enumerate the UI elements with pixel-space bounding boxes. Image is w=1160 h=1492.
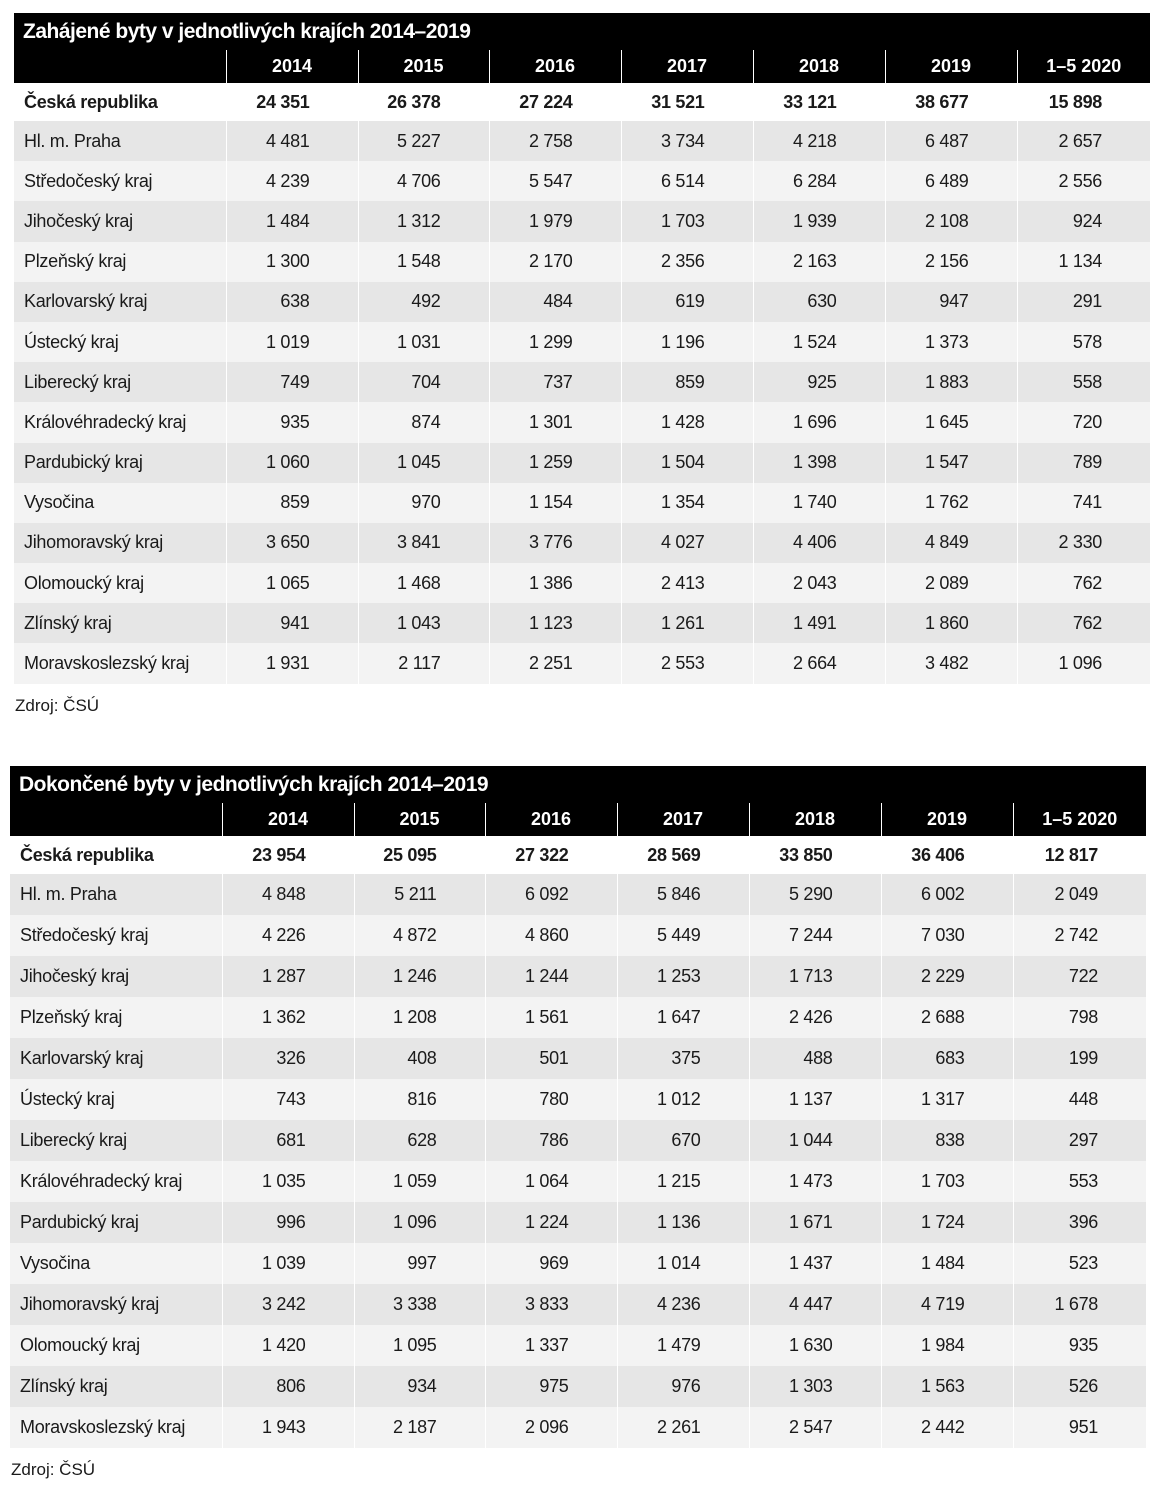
value-cell: 4 406 (753, 523, 885, 563)
value-cell: 1 630 (749, 1325, 881, 1366)
table-row (14, 563, 1150, 603)
value-cell: 1 354 (621, 483, 753, 523)
value-cell: 4 226 (222, 915, 354, 956)
region-name: Pardubický kraj (14, 443, 226, 483)
value-cell: 2 657 (1017, 121, 1150, 161)
value-cell: 578 (1017, 322, 1150, 362)
header-row (10, 803, 1146, 836)
value-cell: 1 043 (358, 603, 489, 643)
value-cell: 2 187 (354, 1407, 485, 1448)
value-cell: 23 954 (222, 836, 354, 874)
value-cell: 1 300 (226, 242, 358, 282)
value-cell: 941 (226, 603, 358, 643)
value-cell: 1 317 (881, 1079, 1013, 1120)
value-cell: 2 426 (749, 997, 881, 1038)
table-row (14, 282, 1150, 322)
region-name: Hl. m. Praha (14, 121, 226, 161)
value-cell: 2 163 (753, 242, 885, 282)
table-row (10, 1079, 1146, 1120)
value-cell: 1 860 (885, 603, 1017, 643)
value-cell: 1 479 (617, 1325, 749, 1366)
value-cell: 4 872 (354, 915, 485, 956)
value-cell: 1 883 (885, 362, 1017, 402)
value-cell: 1 244 (485, 956, 617, 997)
value-cell: 1 740 (753, 483, 885, 523)
value-cell: 1 398 (753, 443, 885, 483)
value-cell: 1 548 (358, 242, 489, 282)
value-cell: 1 154 (489, 483, 621, 523)
value-cell: 3 242 (222, 1284, 354, 1325)
value-cell: 375 (617, 1038, 749, 1079)
column-header-year: 2014 (226, 50, 358, 83)
value-cell: 326 (222, 1038, 354, 1079)
value-cell: 1 095 (354, 1325, 485, 1366)
value-cell: 2 117 (358, 643, 489, 683)
value-cell: 1 504 (621, 443, 753, 483)
table-row (10, 1284, 1146, 1325)
table-title: Zahájené byty v jednotlivých krajích 2014–2019 (14, 13, 1150, 50)
value-cell: 1 337 (485, 1325, 617, 1366)
value-cell: 1 678 (1013, 1284, 1146, 1325)
value-cell: 33 850 (749, 836, 881, 874)
value-cell: 1 984 (881, 1325, 1013, 1366)
table-started-housing (14, 13, 1150, 716)
value-cell: 4 719 (881, 1284, 1013, 1325)
value-cell: 1 696 (753, 402, 885, 442)
value-cell: 816 (354, 1079, 485, 1120)
value-cell: 7 030 (881, 915, 1013, 956)
value-cell: 4 027 (621, 523, 753, 563)
value-cell: 558 (1017, 362, 1150, 402)
table-completed-housing (10, 766, 1146, 1480)
region-name: Ústecký kraj (10, 1079, 222, 1120)
value-cell: 4 236 (617, 1284, 749, 1325)
value-cell: 553 (1013, 1161, 1146, 1202)
region-name: Královéhradecký kraj (10, 1161, 222, 1202)
column-header-year: 2017 (621, 50, 753, 83)
value-cell: 3 482 (885, 643, 1017, 683)
value-cell: 1 931 (226, 643, 358, 683)
value-cell: 2 442 (881, 1407, 1013, 1448)
region-name: Královéhradecký kraj (14, 402, 226, 442)
value-cell: 25 095 (354, 836, 485, 874)
value-cell: 925 (753, 362, 885, 402)
value-cell: 762 (1017, 563, 1150, 603)
column-header-year: 2019 (885, 50, 1017, 83)
value-cell: 31 521 (621, 83, 753, 121)
value-cell: 2 330 (1017, 523, 1150, 563)
table-row (14, 121, 1150, 161)
data-table (14, 50, 1150, 684)
value-cell: 762 (1017, 603, 1150, 643)
value-cell: 838 (881, 1120, 1013, 1161)
region-name: Jihomoravský kraj (10, 1284, 222, 1325)
value-cell: 1 299 (489, 322, 621, 362)
value-cell: 1 059 (354, 1161, 485, 1202)
value-cell: 720 (1017, 402, 1150, 442)
value-cell: 4 447 (749, 1284, 881, 1325)
table-row (10, 1325, 1146, 1366)
value-cell: 1 428 (621, 402, 753, 442)
region-name: Česká republika (14, 83, 226, 121)
source-note: Zdroj: ČSÚ (15, 695, 100, 715)
table-row (10, 1202, 1146, 1243)
value-cell: 501 (485, 1038, 617, 1079)
region-name: Pardubický kraj (10, 1202, 222, 1243)
value-cell: 199 (1013, 1038, 1146, 1079)
value-cell: 1 724 (881, 1202, 1013, 1243)
value-cell: 12 817 (1013, 836, 1146, 874)
value-cell: 704 (358, 362, 489, 402)
value-cell: 1 362 (222, 997, 354, 1038)
column-header-year: 2016 (489, 50, 621, 83)
table-row (10, 1407, 1146, 1448)
region-name: Vysočina (14, 483, 226, 523)
value-cell: 2 229 (881, 956, 1013, 997)
region-name: Olomoucký kraj (14, 563, 226, 603)
value-cell: 970 (358, 483, 489, 523)
table-row (10, 1161, 1146, 1202)
region-name: Středočeský kraj (10, 915, 222, 956)
region-name: Česká republika (10, 836, 222, 874)
table-row (10, 1038, 1146, 1079)
value-cell: 6 092 (485, 874, 617, 915)
value-cell: 1 437 (749, 1243, 881, 1284)
value-cell: 488 (749, 1038, 881, 1079)
value-cell: 975 (485, 1366, 617, 1407)
value-cell: 798 (1013, 997, 1146, 1038)
value-cell: 3 338 (354, 1284, 485, 1325)
value-cell: 947 (885, 282, 1017, 322)
value-cell: 2 108 (885, 201, 1017, 241)
value-cell: 2 096 (485, 1407, 617, 1448)
value-cell: 1 473 (749, 1161, 881, 1202)
value-cell: 2 758 (489, 121, 621, 161)
value-cell: 1 979 (489, 201, 621, 241)
column-header-year: 1–5 2020 (1017, 50, 1150, 83)
region-name: Moravskoslezský kraj (10, 1407, 222, 1448)
table-row (14, 483, 1150, 523)
value-cell: 1 224 (485, 1202, 617, 1243)
table-row (14, 443, 1150, 483)
table-row (14, 161, 1150, 201)
value-cell: 1 014 (617, 1243, 749, 1284)
value-cell: 1 484 (226, 201, 358, 241)
total-row (14, 83, 1150, 121)
value-cell: 722 (1013, 956, 1146, 997)
value-cell: 1 468 (358, 563, 489, 603)
value-cell: 859 (621, 362, 753, 402)
table-row (10, 956, 1146, 997)
value-cell: 297 (1013, 1120, 1146, 1161)
value-cell: 3 841 (358, 523, 489, 563)
region-name: Liberecký kraj (10, 1120, 222, 1161)
value-cell: 4 849 (885, 523, 1017, 563)
value-cell: 2 742 (1013, 915, 1146, 956)
table-row (14, 402, 1150, 442)
value-cell: 27 224 (489, 83, 621, 121)
value-cell: 7 244 (749, 915, 881, 956)
value-cell: 1 253 (617, 956, 749, 997)
value-cell: 1 703 (621, 201, 753, 241)
value-cell: 1 208 (354, 997, 485, 1038)
value-cell: 1 524 (753, 322, 885, 362)
table-row (14, 201, 1150, 241)
value-cell: 27 322 (485, 836, 617, 874)
column-header-year: 2015 (358, 50, 489, 83)
column-header-year: 2016 (485, 803, 617, 836)
value-cell: 628 (354, 1120, 485, 1161)
value-cell: 951 (1013, 1407, 1146, 1448)
value-cell: 683 (881, 1038, 1013, 1079)
region-name: Ústecký kraj (14, 322, 226, 362)
value-cell: 1 044 (749, 1120, 881, 1161)
column-header-year: 2014 (222, 803, 354, 836)
value-cell: 1 196 (621, 322, 753, 362)
value-cell: 1 312 (358, 201, 489, 241)
table-row (14, 242, 1150, 282)
value-cell: 976 (617, 1366, 749, 1407)
region-name: Liberecký kraj (14, 362, 226, 402)
value-cell: 1 563 (881, 1366, 1013, 1407)
value-cell: 1 547 (885, 443, 1017, 483)
value-cell: 743 (222, 1079, 354, 1120)
value-cell: 448 (1013, 1079, 1146, 1120)
value-cell: 737 (489, 362, 621, 402)
value-cell: 3 833 (485, 1284, 617, 1325)
column-header-year: 2017 (617, 803, 749, 836)
value-cell: 1 035 (222, 1161, 354, 1202)
value-cell: 935 (1013, 1325, 1146, 1366)
value-cell: 1 261 (621, 603, 753, 643)
value-cell: 4 848 (222, 874, 354, 915)
region-name: Jihočeský kraj (10, 956, 222, 997)
column-header-region (14, 50, 226, 83)
value-cell: 1 136 (617, 1202, 749, 1243)
value-cell: 934 (354, 1366, 485, 1407)
region-name: Karlovarský kraj (10, 1038, 222, 1079)
value-cell: 1 287 (222, 956, 354, 997)
value-cell: 38 677 (885, 83, 1017, 121)
value-cell: 2 664 (753, 643, 885, 683)
table-row (14, 603, 1150, 643)
value-cell: 1 096 (1017, 643, 1150, 683)
value-cell: 1 096 (354, 1202, 485, 1243)
value-cell: 1 386 (489, 563, 621, 603)
value-cell: 1 703 (881, 1161, 1013, 1202)
value-cell: 4 481 (226, 121, 358, 161)
data-table (10, 803, 1146, 1448)
table-row (10, 997, 1146, 1038)
value-cell: 3 734 (621, 121, 753, 161)
region-name: Jihomoravský kraj (14, 523, 226, 563)
table-row (10, 915, 1146, 956)
value-cell: 4 239 (226, 161, 358, 201)
value-cell: 33 121 (753, 83, 885, 121)
value-cell: 997 (354, 1243, 485, 1284)
value-cell: 1 645 (885, 402, 1017, 442)
value-cell: 996 (222, 1202, 354, 1243)
value-cell: 1 484 (881, 1243, 1013, 1284)
region-name: Vysočina (10, 1243, 222, 1284)
value-cell: 2 547 (749, 1407, 881, 1448)
region-name: Středočeský kraj (14, 161, 226, 201)
value-cell: 1 019 (226, 322, 358, 362)
region-name: Zlínský kraj (14, 603, 226, 643)
value-cell: 3 650 (226, 523, 358, 563)
value-cell: 1 647 (617, 997, 749, 1038)
value-cell: 2 156 (885, 242, 1017, 282)
value-cell: 28 569 (617, 836, 749, 874)
table-row (10, 1120, 1146, 1161)
region-name: Plzeňský kraj (10, 997, 222, 1038)
value-cell: 6 514 (621, 161, 753, 201)
value-cell: 2 049 (1013, 874, 1146, 915)
region-name: Karlovarský kraj (14, 282, 226, 322)
column-header-region (10, 803, 222, 836)
value-cell: 1 259 (489, 443, 621, 483)
value-cell: 2 043 (753, 563, 885, 603)
column-header-year: 1–5 2020 (1013, 803, 1146, 836)
value-cell: 1 303 (749, 1366, 881, 1407)
value-cell: 969 (485, 1243, 617, 1284)
value-cell: 4 218 (753, 121, 885, 161)
region-name: Jihočeský kraj (14, 201, 226, 241)
table-row (10, 874, 1146, 915)
value-cell: 5 227 (358, 121, 489, 161)
value-cell: 786 (485, 1120, 617, 1161)
value-cell: 5 449 (617, 915, 749, 956)
column-header-year: 2018 (753, 50, 885, 83)
value-cell: 2 261 (617, 1407, 749, 1448)
value-cell: 2 556 (1017, 161, 1150, 201)
value-cell: 638 (226, 282, 358, 322)
column-header-year: 2019 (881, 803, 1013, 836)
value-cell: 1 671 (749, 1202, 881, 1243)
value-cell: 1 215 (617, 1161, 749, 1202)
value-cell: 1 301 (489, 402, 621, 442)
value-cell: 935 (226, 402, 358, 442)
value-cell: 6 489 (885, 161, 1017, 201)
value-cell: 2 089 (885, 563, 1017, 603)
value-cell: 15 898 (1017, 83, 1150, 121)
value-cell: 6 002 (881, 874, 1013, 915)
value-cell: 6 487 (885, 121, 1017, 161)
value-cell: 6 284 (753, 161, 885, 201)
value-cell: 5 846 (617, 874, 749, 915)
value-cell: 630 (753, 282, 885, 322)
value-cell: 874 (358, 402, 489, 442)
value-cell: 5 547 (489, 161, 621, 201)
table-row (14, 523, 1150, 563)
value-cell: 1 031 (358, 322, 489, 362)
value-cell: 2 356 (621, 242, 753, 282)
value-cell: 619 (621, 282, 753, 322)
region-name: Olomoucký kraj (10, 1325, 222, 1366)
table-row (14, 322, 1150, 362)
value-cell: 5 211 (354, 874, 485, 915)
value-cell: 2 553 (621, 643, 753, 683)
table-row (10, 1243, 1146, 1284)
column-header-year: 2015 (354, 803, 485, 836)
total-row (10, 836, 1146, 874)
value-cell: 2 688 (881, 997, 1013, 1038)
value-cell: 1 137 (749, 1079, 881, 1120)
value-cell: 1 123 (489, 603, 621, 643)
value-cell: 924 (1017, 201, 1150, 241)
value-cell: 1 713 (749, 956, 881, 997)
value-cell: 1 012 (617, 1079, 749, 1120)
value-cell: 681 (222, 1120, 354, 1161)
value-cell: 1 762 (885, 483, 1017, 523)
value-cell: 1 065 (226, 563, 358, 603)
value-cell: 806 (222, 1366, 354, 1407)
value-cell: 1 045 (358, 443, 489, 483)
value-cell: 5 290 (749, 874, 881, 915)
value-cell: 1 134 (1017, 242, 1150, 282)
region-name: Hl. m. Praha (10, 874, 222, 915)
value-cell: 4 706 (358, 161, 489, 201)
value-cell: 1 246 (354, 956, 485, 997)
value-cell: 859 (226, 483, 358, 523)
value-cell: 1 420 (222, 1325, 354, 1366)
table-title: Dokončené byty v jednotlivých krajích 2014–2019 (10, 766, 1146, 803)
value-cell: 1 943 (222, 1407, 354, 1448)
region-name: Moravskoslezský kraj (14, 643, 226, 683)
value-cell: 526 (1013, 1366, 1146, 1407)
value-cell: 1 939 (753, 201, 885, 241)
value-cell: 1 491 (753, 603, 885, 643)
header-row (14, 50, 1150, 83)
source-note: Zdroj: ČSÚ (11, 1460, 96, 1479)
value-cell: 2 170 (489, 242, 621, 282)
value-cell: 523 (1013, 1243, 1146, 1284)
value-cell: 2 413 (621, 563, 753, 603)
value-cell: 26 378 (358, 83, 489, 121)
value-cell: 36 406 (881, 836, 1013, 874)
value-cell: 2 251 (489, 643, 621, 683)
value-cell: 1 561 (485, 997, 617, 1038)
value-cell: 780 (485, 1079, 617, 1120)
value-cell: 484 (489, 282, 621, 322)
table-row (14, 643, 1150, 683)
value-cell: 1 039 (222, 1243, 354, 1284)
value-cell: 3 776 (489, 523, 621, 563)
value-cell: 1 373 (885, 322, 1017, 362)
value-cell: 492 (358, 282, 489, 322)
value-cell: 1 064 (485, 1161, 617, 1202)
value-cell: 670 (617, 1120, 749, 1161)
value-cell: 789 (1017, 443, 1150, 483)
value-cell: 396 (1013, 1202, 1146, 1243)
value-cell: 1 060 (226, 443, 358, 483)
value-cell: 4 860 (485, 915, 617, 956)
region-name: Zlínský kraj (10, 1366, 222, 1407)
value-cell: 741 (1017, 483, 1150, 523)
region-name: Plzeňský kraj (14, 242, 226, 282)
table-row (10, 1366, 1146, 1407)
value-cell: 291 (1017, 282, 1150, 322)
value-cell: 24 351 (226, 83, 358, 121)
value-cell: 408 (354, 1038, 485, 1079)
value-cell: 749 (226, 362, 358, 402)
table-row (14, 362, 1150, 402)
column-header-year: 2018 (749, 803, 881, 836)
